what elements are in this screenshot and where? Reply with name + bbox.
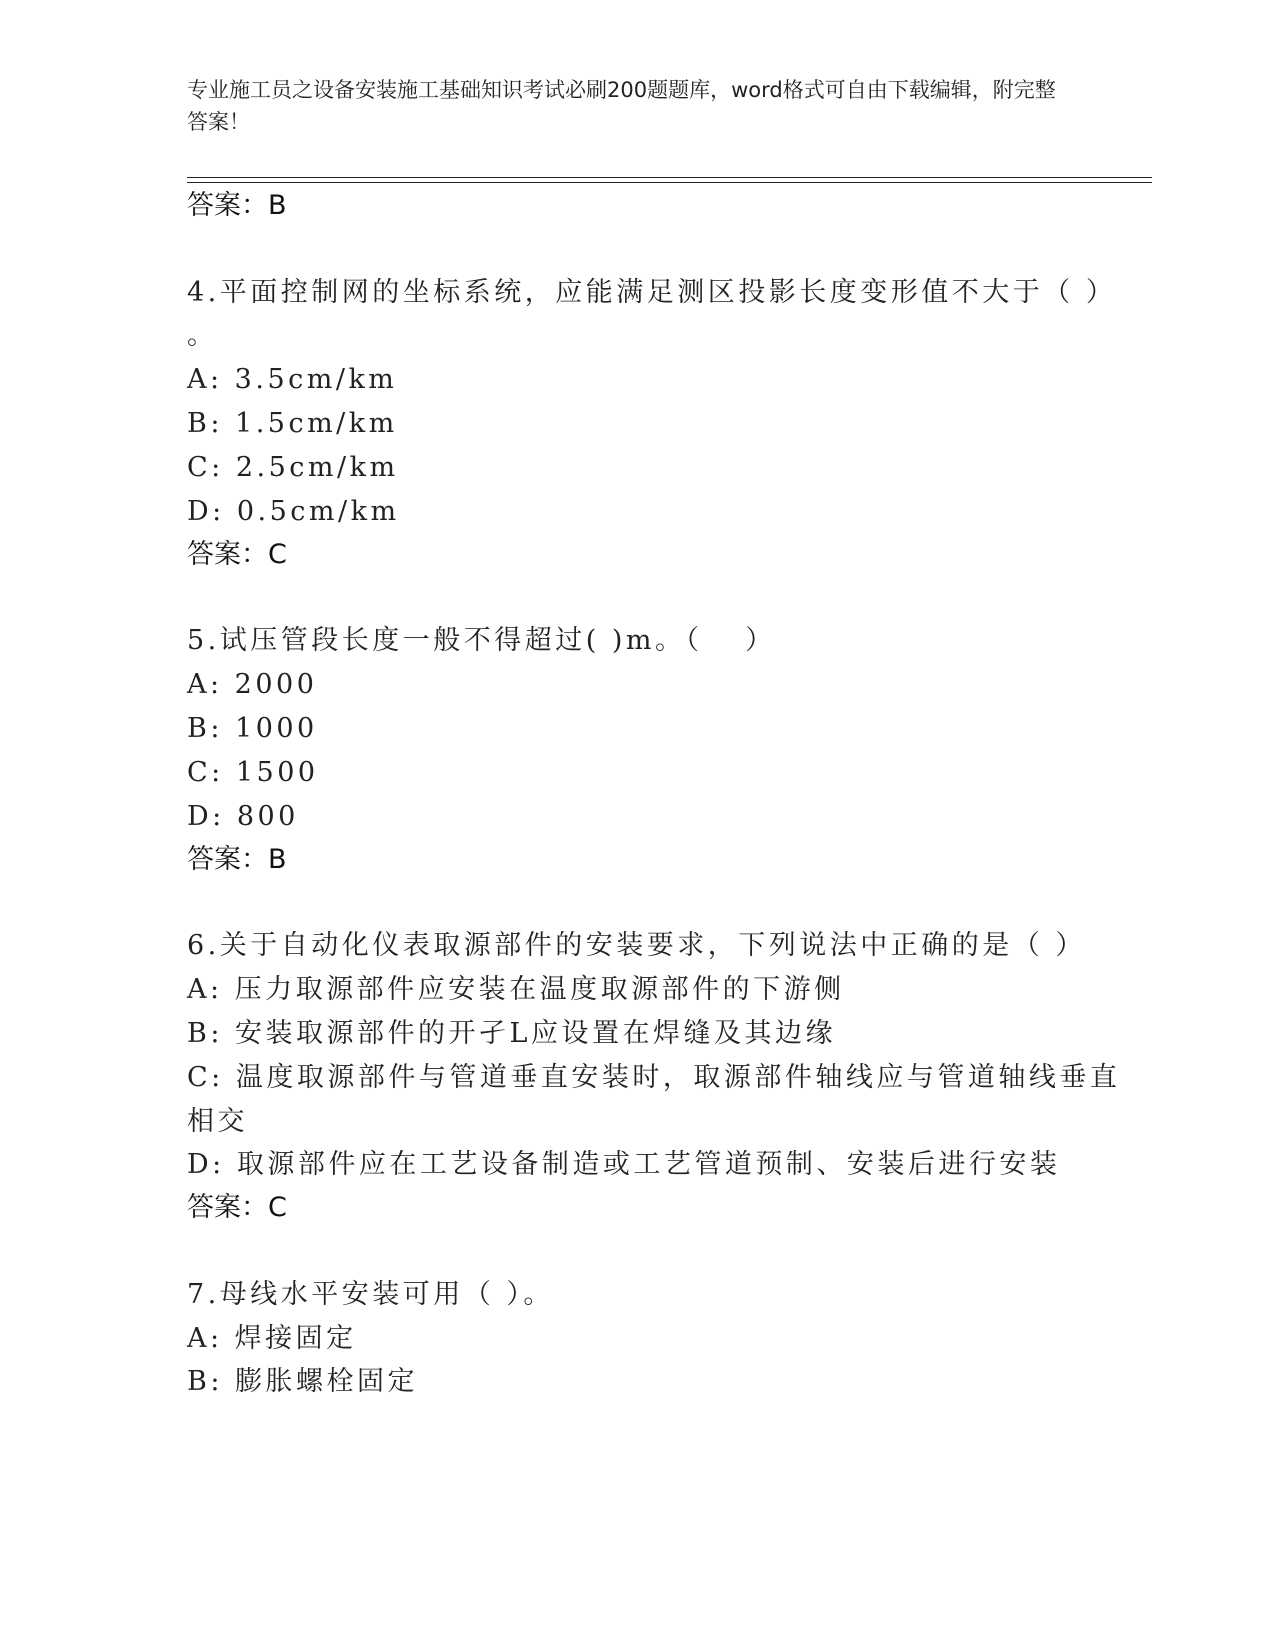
question-7-text: 7.母线水平安装可用（ ）。 xyxy=(187,1279,554,1310)
question-5-option-a: A: 2000 xyxy=(187,669,318,700)
question-6-option-b: B: 安装取源部件的开孑L应设置在焊缝及其边缘 xyxy=(187,1018,836,1049)
question-6-option-c: C: 温度取源部件与管道垂直安装时，取源部件轴线应与管道轴线垂直 xyxy=(187,1062,1121,1093)
question-5-text: 5.试压管段长度一般不得超过( )m。（ ） xyxy=(187,625,776,656)
question-5-option-b: B: 1000 xyxy=(187,713,318,744)
question-6-option-d: D: 取源部件应在工艺设备制造或工艺管道预制、安装后进行安装 xyxy=(187,1149,1061,1180)
question-6-answer: 答案：C xyxy=(187,1192,287,1223)
question-6-option-a: A: 压力取源部件应安装在温度取源部件的下游侧 xyxy=(187,974,845,1005)
header-divider-bottom xyxy=(187,182,1152,183)
question-4-option-d: D: 0.5cm/km xyxy=(187,496,400,527)
question-4-text: 4.平面控制网的坐标系统，应能满足测区投影长度变形值不大于（ ） xyxy=(187,277,1117,308)
question-4-option-b: B: 1.5cm/km xyxy=(187,408,398,439)
question-7-option-a: A: 焊接固定 xyxy=(187,1323,357,1354)
header-divider-top xyxy=(187,177,1152,178)
question-5-answer: 答案：B xyxy=(187,844,287,875)
header-title: 专业施工员之设备安装施工基础知识考试必刷200题题库，word格式可自由下载编辑，附完整答案！ xyxy=(187,78,1056,134)
question-7-option-b: B: 膨胀螺栓固定 xyxy=(187,1366,419,1397)
question-4-answer: 答案：C xyxy=(187,539,287,570)
question-5-option-c: C: 1500 xyxy=(187,757,319,788)
question-4-text-cont: 。 xyxy=(187,320,218,351)
question-4-option-a: A: 3.5cm/km xyxy=(187,364,398,395)
question-6-text: 6.关于自动化仪表取源部件的安装要求，下列说法中正确的是（ ） xyxy=(187,930,1086,961)
question-5-option-d: D: 800 xyxy=(187,801,299,832)
answer-prev: 答案：B xyxy=(187,190,287,221)
question-4-option-c: C: 2.5cm/km xyxy=(187,452,399,483)
document-header xyxy=(187,74,1067,138)
question-6-option-c-cont: 相交 xyxy=(187,1106,248,1137)
